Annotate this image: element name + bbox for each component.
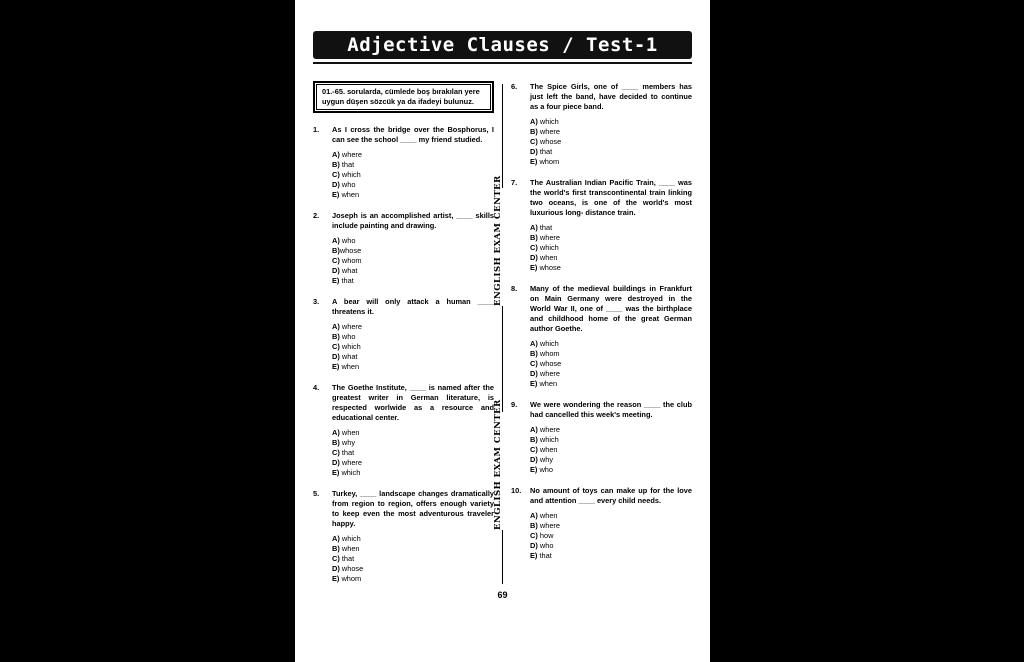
options-list [530, 339, 692, 389]
question-number: 7. [511, 178, 518, 187]
question-text: A bear will only attack a human ____ threatens it. [332, 297, 494, 316]
question-text: No amount of toys can make up for the love and attention ____ every child needs. [530, 486, 692, 505]
option-c[interactable]: C) which [530, 243, 559, 252]
option-c[interactable]: C) whose [530, 359, 562, 368]
option-d[interactable]: D) who [530, 541, 554, 550]
option-d[interactable]: D) who [332, 180, 356, 189]
option-b[interactable]: B) whom [530, 349, 560, 358]
watermark-lower: ENGLISH EXAM CENTER [493, 412, 513, 530]
option-d[interactable]: D) when [530, 253, 558, 262]
options-list [332, 150, 494, 200]
question-number: 2. [313, 211, 320, 220]
question-number: 3. [313, 297, 320, 306]
question-5 [313, 489, 494, 584]
question-text: Joseph is an accomplished artist, ____ skills include painting and drawing. [332, 211, 494, 230]
question-number: 5. [313, 489, 320, 498]
option-e[interactable]: E) which [332, 468, 361, 477]
option-a[interactable]: A) where [332, 322, 363, 331]
option-a[interactable]: A) who [332, 236, 356, 245]
option-d[interactable]: D) why [530, 455, 554, 464]
question-7 [511, 178, 692, 273]
question-text: Turkey, ____ landscape changes dramatically from region to region, offers enough variety to keep even the most adventurous traveler happy. [332, 489, 494, 528]
question-text: The Goethe Institute, ____ is named after the greatest writer in German literature, is respected worlwide as a resource and educational center. [332, 383, 494, 422]
exam-page [295, 0, 710, 662]
question-9 [511, 400, 692, 475]
option-c[interactable]: C) which [332, 170, 361, 179]
option-c[interactable]: C) when [530, 445, 558, 454]
option-a[interactable]: A) where [332, 150, 363, 159]
question-text: The Australian Indian Pacific Train, ____ was the world's first transcontinental train linking two oceans, is one of the world's most luxurious long- distance train. [530, 178, 692, 217]
options-list [530, 425, 692, 475]
option-d[interactable]: D) where [530, 369, 561, 378]
option-c[interactable]: C) that [332, 448, 355, 457]
options-list [530, 117, 692, 167]
options-list [332, 322, 494, 372]
question-number: 10. [511, 486, 522, 495]
page-title: Adjective Clauses / Test-1 [313, 31, 692, 59]
left-column [313, 81, 494, 595]
option-c[interactable]: C) whose [530, 137, 562, 146]
instructions-box [313, 81, 494, 113]
option-b[interactable]: B) where [530, 127, 561, 136]
option-c[interactable]: C) whom [332, 256, 362, 265]
option-e[interactable]: E) when [332, 362, 360, 371]
right-column [511, 82, 692, 572]
question-number: 6. [511, 82, 518, 91]
question-8 [511, 284, 692, 389]
question-text: Many of the medieval buildings in Frankfurt on Main Germany were destroyed in the World War II, one of ____ was the birthplace and childhood home of the great German author Goethe. [530, 284, 692, 333]
option-b[interactable]: B)whose [332, 246, 362, 255]
options-list [332, 428, 494, 478]
page-number: 69 [497, 590, 508, 600]
option-a[interactable]: A) which [332, 534, 361, 543]
option-a[interactable]: A) which [530, 339, 559, 348]
option-e[interactable]: E) whom [530, 157, 560, 166]
option-c[interactable]: C) that [332, 554, 355, 563]
question-number: 8. [511, 284, 518, 293]
watermark-upper: ENGLISH EXAM CENTER [493, 188, 513, 306]
question-1 [313, 125, 494, 200]
option-d[interactable]: D) what [332, 266, 358, 275]
option-b[interactable]: B) when [332, 544, 360, 553]
option-e[interactable]: E) whom [332, 574, 362, 583]
option-d[interactable]: D) whose [332, 564, 364, 573]
question-number: 1. [313, 125, 320, 134]
option-e[interactable]: E) that [530, 551, 552, 560]
question-2 [313, 211, 494, 286]
option-a[interactable]: A) when [332, 428, 360, 437]
option-b[interactable]: B) where [530, 233, 561, 242]
option-e[interactable]: E) whose [530, 263, 561, 272]
options-list [332, 236, 494, 286]
option-b[interactable]: B) which [530, 435, 559, 444]
question-3 [313, 297, 494, 372]
instructions-text: 01.-65. sorularda, cümlede boş bırakılan yere uygun düşen sözcük ya da ifadeyi bulunuz. [316, 84, 491, 110]
options-list [530, 511, 692, 561]
question-number: 9. [511, 400, 518, 409]
question-text: As I cross the bridge over the Bosphorus, I can see the school ____ my friend studied. [332, 125, 494, 144]
option-b[interactable]: B) who [332, 332, 356, 341]
option-d[interactable]: D) that [530, 147, 553, 156]
question-6 [511, 82, 692, 167]
question-10 [511, 486, 692, 561]
option-b[interactable]: B) where [530, 521, 561, 530]
option-c[interactable]: C) how [530, 531, 554, 540]
question-4 [313, 383, 494, 478]
option-b[interactable]: B) that [332, 160, 355, 169]
option-e[interactable]: E) who [530, 465, 554, 474]
question-number: 4. [313, 383, 320, 392]
option-c[interactable]: C) which [332, 342, 361, 351]
option-e[interactable]: E) when [332, 190, 360, 199]
option-e[interactable]: E) that [332, 276, 354, 285]
option-a[interactable]: A) where [530, 425, 561, 434]
question-text: We were wondering the reason ____ the club had cancelled this week's meeting. [530, 400, 692, 419]
options-list [530, 223, 692, 273]
option-a[interactable]: A) when [530, 511, 558, 520]
option-d[interactable]: D) where [332, 458, 363, 467]
option-d[interactable]: D) what [332, 352, 358, 361]
option-b[interactable]: B) why [332, 438, 356, 447]
option-a[interactable]: A) that [530, 223, 553, 232]
option-a[interactable]: A) which [530, 117, 559, 126]
title-underline [313, 62, 692, 64]
options-list [332, 534, 494, 584]
option-e[interactable]: E) when [530, 379, 558, 388]
question-text: The Spice Girls, one of ____ members has just left the band, have decided to continue as a four piece band. [530, 82, 692, 111]
